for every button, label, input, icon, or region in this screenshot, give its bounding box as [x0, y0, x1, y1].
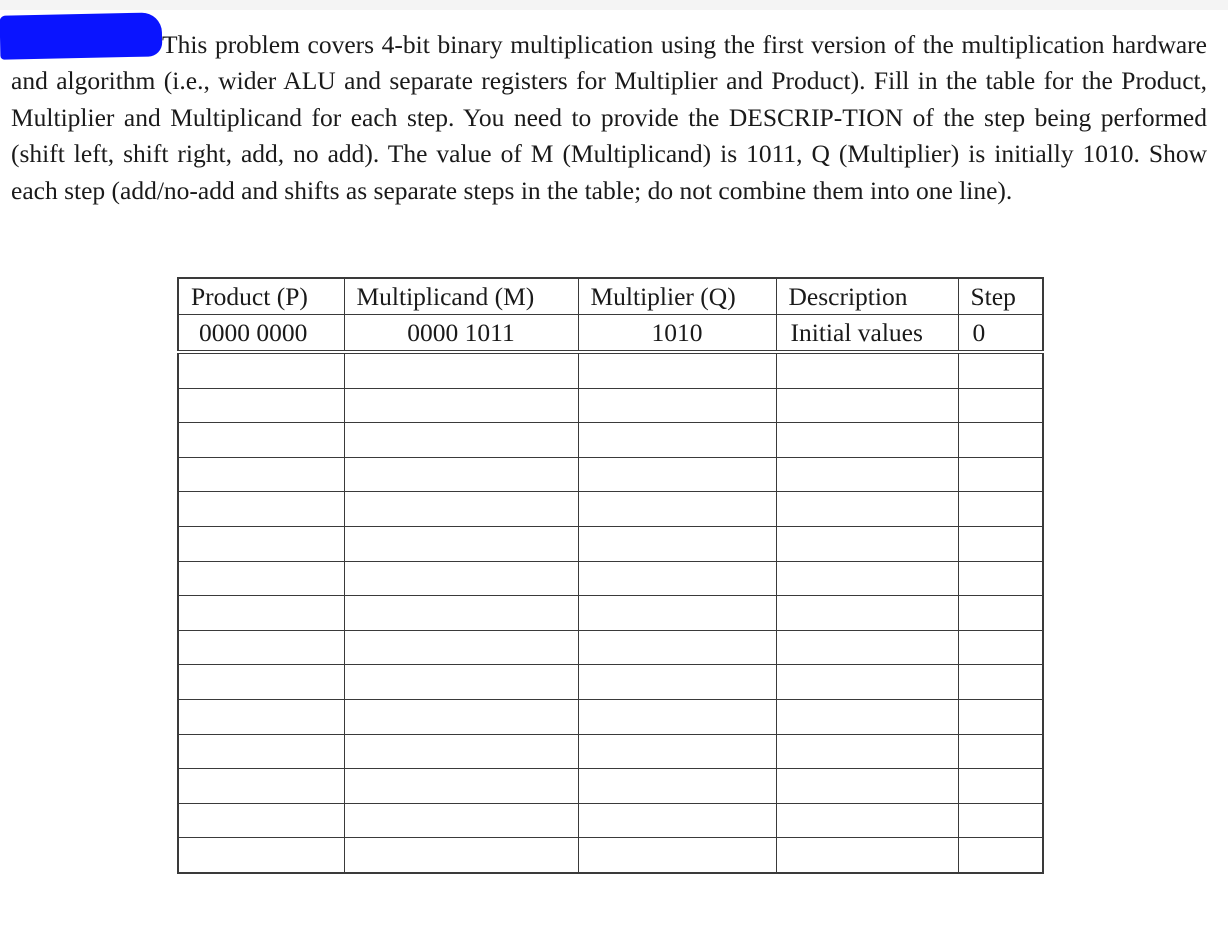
blank-cell-description[interactable] [776, 803, 958, 838]
header-description: Description [776, 278, 958, 315]
blank-cell-product[interactable] [178, 526, 344, 561]
table-row-blank [178, 699, 1043, 734]
blank-cell-description[interactable] [776, 423, 958, 458]
blank-cell-multiplier[interactable] [578, 352, 776, 388]
blank-cell-multiplier[interactable] [578, 561, 776, 596]
blank-cell-multiplicand[interactable] [344, 457, 578, 492]
blank-cell-multiplicand[interactable] [344, 492, 578, 527]
table-row-initial [178, 315, 1043, 353]
blank-cell-multiplicand[interactable] [344, 699, 578, 734]
blank-cell-multiplier[interactable] [578, 630, 776, 665]
cell-step: 0 [958, 315, 1043, 353]
blank-cell-multiplier[interactable] [578, 699, 776, 734]
header-product: Product (P) [178, 278, 344, 315]
blank-cell-step[interactable] [958, 457, 1043, 492]
blank-cell-product[interactable] [178, 838, 344, 873]
blank-cell-description[interactable] [776, 699, 958, 734]
table-row-blank [178, 630, 1043, 665]
blank-cell-step[interactable] [958, 665, 1043, 700]
cell-multiplier: 1010 [578, 315, 776, 353]
table-row-blank [178, 561, 1043, 596]
table-row-blank [178, 457, 1043, 492]
blank-cell-multiplier[interactable] [578, 457, 776, 492]
table-row-blank [178, 838, 1043, 873]
blank-cell-description[interactable] [776, 388, 958, 423]
blank-cell-multiplier[interactable] [578, 769, 776, 804]
blank-cell-step[interactable] [958, 769, 1043, 804]
blank-cell-step[interactable] [958, 492, 1043, 527]
blank-cell-description[interactable] [776, 630, 958, 665]
blank-cell-step[interactable] [958, 423, 1043, 458]
table-row-blank [178, 423, 1043, 458]
blank-cell-multiplier[interactable] [578, 838, 776, 873]
table-row-blank [178, 665, 1043, 700]
blank-cell-product[interactable] [178, 596, 344, 631]
blank-cell-multiplicand[interactable] [344, 665, 578, 700]
blank-cell-step[interactable] [958, 526, 1043, 561]
table-row-blank [178, 388, 1043, 423]
table-row-blank [178, 596, 1043, 631]
blank-cell-multiplier[interactable] [578, 388, 776, 423]
redaction-mark [0, 12, 162, 59]
blank-cell-step[interactable] [958, 630, 1043, 665]
blank-cell-multiplier[interactable] [578, 492, 776, 527]
blank-cell-multiplier[interactable] [578, 423, 776, 458]
table-row-blank [178, 803, 1043, 838]
blank-cell-product[interactable] [178, 388, 344, 423]
header-step: Step [958, 278, 1043, 315]
blank-cell-multiplicand[interactable] [344, 526, 578, 561]
blank-cell-product[interactable] [178, 665, 344, 700]
blank-cell-multiplier[interactable] [578, 734, 776, 769]
blank-cell-description[interactable] [776, 596, 958, 631]
blank-cell-step[interactable] [958, 388, 1043, 423]
blank-cell-multiplicand[interactable] [344, 388, 578, 423]
blank-cell-description[interactable] [776, 734, 958, 769]
blank-cell-step[interactable] [958, 699, 1043, 734]
blank-cell-step[interactable] [958, 352, 1043, 388]
blank-cell-step[interactable] [958, 596, 1043, 631]
blank-cell-product[interactable] [178, 457, 344, 492]
blank-cell-step[interactable] [958, 803, 1043, 838]
blank-cell-multiplicand[interactable] [344, 838, 578, 873]
table-row-blank [178, 769, 1043, 804]
blank-cell-product[interactable] [178, 769, 344, 804]
blank-cell-product[interactable] [178, 630, 344, 665]
page-top-band [0, 0, 1228, 10]
blank-cell-multiplicand[interactable] [344, 352, 578, 388]
cell-product: 0000 0000 [178, 315, 344, 353]
blank-cell-multiplicand[interactable] [344, 803, 578, 838]
blank-cell-product[interactable] [178, 803, 344, 838]
table-row-blank [178, 492, 1043, 527]
blank-cell-description[interactable] [776, 838, 958, 873]
blank-cell-description[interactable] [776, 561, 958, 596]
table-row-blank [178, 352, 1043, 388]
blank-cell-multiplier[interactable] [578, 596, 776, 631]
blank-cell-multiplier[interactable] [578, 526, 776, 561]
cell-multiplicand: 0000 1011 [344, 315, 578, 353]
blank-cell-product[interactable] [178, 561, 344, 596]
blank-cell-multiplicand[interactable] [344, 734, 578, 769]
blank-cell-description[interactable] [776, 526, 958, 561]
blank-cell-description[interactable] [776, 457, 958, 492]
blank-cell-multiplicand[interactable] [344, 630, 578, 665]
multiplication-steps-table [177, 277, 1044, 874]
blank-cell-multiplicand[interactable] [344, 769, 578, 804]
blank-cell-multiplier[interactable] [578, 665, 776, 700]
blank-cell-product[interactable] [178, 734, 344, 769]
blank-cell-step[interactable] [958, 734, 1043, 769]
blank-cell-multiplicand[interactable] [344, 596, 578, 631]
header-multiplicand: Multiplicand (M) [344, 278, 578, 315]
blank-cell-step[interactable] [958, 561, 1043, 596]
blank-cell-multiplicand[interactable] [344, 423, 578, 458]
table-row-blank [178, 734, 1043, 769]
blank-cell-description[interactable] [776, 665, 958, 700]
blank-cell-product[interactable] [178, 699, 344, 734]
header-multiplier: Multiplier (Q) [578, 278, 776, 315]
cell-description: Initial values [776, 315, 958, 353]
blank-cell-multiplier[interactable] [578, 803, 776, 838]
blank-cell-description[interactable] [776, 769, 958, 804]
blank-cell-product[interactable] [178, 352, 344, 388]
table-header-row [178, 278, 1043, 315]
blank-cell-product[interactable] [178, 492, 344, 527]
blank-cell-step[interactable] [958, 838, 1043, 873]
blank-cell-multiplicand[interactable] [344, 561, 578, 596]
problem-statement: This problem covers 4-bit binary multiplication using the first version of the multiplication hardware and algorithm (i.e., wider ALU and separate registers for Multiplier and Product). Fill in the table for the Product, Multiplier and Multiplicand for each step. You need to provide the DESCRIP-TION of the step being performed (shift left, shift right, add, no add). The value of M (Multiplicand) is 1011, Q (Multiplier) is initially 1010. Show each step (add/no-add and shifts as separate steps in the table; do not combine them into one line). [11, 30, 1207, 205]
blank-cell-product[interactable] [178, 423, 344, 458]
blank-cell-description[interactable] [776, 352, 958, 388]
table-row-blank [178, 526, 1043, 561]
blank-cell-description[interactable] [776, 492, 958, 527]
